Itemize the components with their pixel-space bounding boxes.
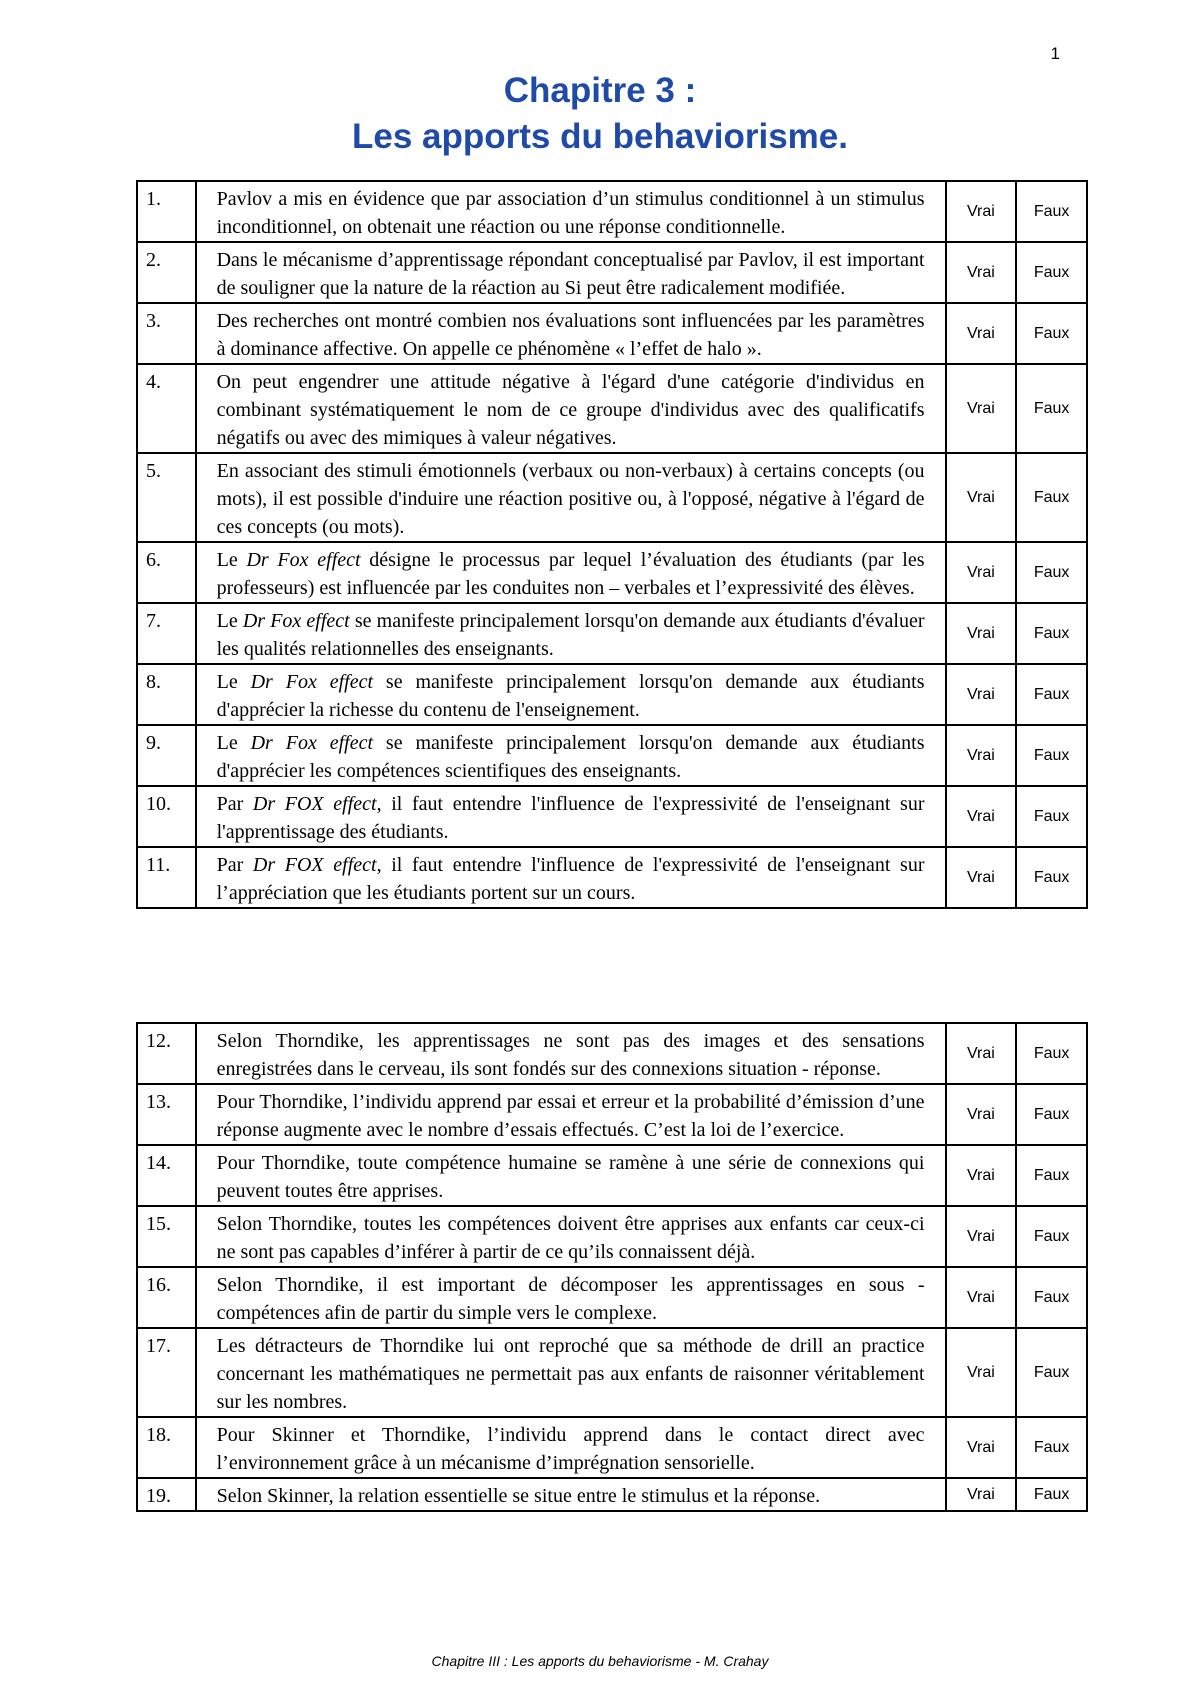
question-number: 12. [137,1023,196,1084]
question-row [137,542,1087,603]
question-row [137,603,1087,664]
statement-text: Pour Thorndike, l’individu apprend par essai et erreur et la probabilité d’émission d’une réponse augmente avec le nombre d’essais effectués. C’est la loi de l’exercice. [216,1091,925,1141]
statement-text: Selon Thorndike, les apprentissages ne sont pas des images et des sensations enregistrées dans le cerveau, ils sont fondés sur des connexions situation - réponse. [216,1030,925,1080]
answer-faux[interactable]: Faux [1016,1145,1087,1206]
statement-emphasis: Dr FOX effect [252,793,377,815]
statement-text: Le [216,610,243,632]
statement-emphasis: Dr Fox effect [250,732,374,754]
question-number: 14. [137,1145,196,1206]
statement-text: Par [216,793,253,815]
answer-vrai[interactable]: Vrai [946,181,1017,242]
answer-faux[interactable]: Faux [1016,1023,1087,1084]
question-number: 18. [137,1417,196,1478]
question-statement [196,181,946,242]
answer-vrai[interactable]: Vrai [946,1023,1017,1084]
question-row [137,181,1087,242]
question-number: 4. [137,364,196,453]
answer-vrai[interactable]: Vrai [946,1206,1017,1267]
question-row [137,1023,1087,1084]
question-number: 16. [137,1267,196,1328]
statement-text: Pour Skinner et Thorndike, l’individu apprend dans le contact direct avec l’environnement grâce à un mécanisme d’imprégnation sensorielle. [216,1424,925,1474]
answer-faux[interactable]: Faux [1016,1417,1087,1478]
statement-emphasis: Dr Fox effect [242,610,350,632]
answer-vrai[interactable]: Vrai [946,303,1017,364]
question-number: 13. [137,1084,196,1145]
statement-text: Le [216,732,251,754]
answer-faux[interactable]: Faux [1016,1478,1087,1511]
question-statement [196,1417,946,1478]
chapter-title-line-1: Chapitre 3 : [503,71,697,110]
answer-vrai[interactable]: Vrai [946,1478,1017,1511]
question-row [137,1417,1087,1478]
statement-text: se manifeste principalement lorsqu'on demande aux étudiants d'apprécier la richesse du contenu de l'enseignement. [216,671,925,721]
question-number: 10. [137,786,196,847]
statement-text: Par [216,854,253,876]
answer-vrai[interactable]: Vrai [946,364,1017,453]
page-number: 1 [1050,44,1060,63]
answer-vrai[interactable]: Vrai [946,542,1017,603]
statement-text: Pour Thorndike, toute compétence humaine se ramène à une série de connexions qui peuvent toutes être apprises. [216,1152,925,1202]
question-number: 11. [137,847,196,908]
question-row [137,847,1087,908]
chapter-title [0,68,1200,160]
question-statement [196,242,946,303]
question-row [137,364,1087,453]
statement-text: En associant des stimuli émotionnels (verbaux ou non-verbaux) à certains concepts (ou mots), il est possible d'induire une réaction positive ou, à l'opposé, négative à l'égard de ces concepts (ou mots). [216,460,925,538]
answer-faux[interactable]: Faux [1016,1206,1087,1267]
statement-text: , il faut entendre l'influence de l'expressivité de l'enseignant sur l'apprentissage des étudiants. [216,793,925,843]
answer-vrai[interactable]: Vrai [946,1417,1017,1478]
statement-text: Selon Skinner, la relation essentielle se situe entre le stimulus et la réponse. [216,1485,821,1507]
answer-vrai[interactable]: Vrai [946,1328,1017,1417]
answer-faux[interactable]: Faux [1016,453,1087,542]
question-row [137,453,1087,542]
statement-text: se manifeste principalement lorsqu'on demande aux étudiants d'évaluer les qualités relationnelles des enseignants. [216,610,925,660]
question-statement [196,664,946,725]
answer-faux[interactable]: Faux [1016,181,1087,242]
statement-text: désigne le processus par lequel l’évaluation des étudiants (par les professeurs) est influencée par les conduites non – verbales et l’expressivité des élèves. [216,549,925,599]
question-number: 19. [137,1478,196,1511]
answer-vrai[interactable]: Vrai [946,603,1017,664]
question-row [137,664,1087,725]
statement-text: On peut engendrer une attitude négative à l'égard d'une catégorie d'individus en combinant systématiquement le nom de ce groupe d'individus avec des qualificatifs négatifs ou avec des mimiques à valeur négatives. [216,371,925,449]
question-statement [196,453,946,542]
statement-emphasis: Dr Fox effect [250,671,374,693]
question-number: 15. [137,1206,196,1267]
question-row [137,1267,1087,1328]
statement-text: Selon Thorndike, toutes les compétences doivent être apprises aux enfants car ceux-ci ne sont pas capables d’inférer à partir de ce qu’ils connaissent déjà. [216,1213,925,1263]
answer-vrai[interactable]: Vrai [946,725,1017,786]
question-statement [196,364,946,453]
question-statement [196,542,946,603]
question-table-1 [136,180,1088,909]
answer-faux[interactable]: Faux [1016,303,1087,364]
answer-faux[interactable]: Faux [1016,847,1087,908]
question-number: 5. [137,453,196,542]
question-number: 6. [137,542,196,603]
answer-faux[interactable]: Faux [1016,603,1087,664]
question-number: 2. [137,242,196,303]
question-row [137,725,1087,786]
statement-emphasis: Dr FOX effect [252,854,377,876]
answer-vrai[interactable]: Vrai [946,453,1017,542]
chapter-title-line-2: Les apports du behaviorisme. [352,117,848,156]
statement-text: Selon Thorndike, il est important de décomposer les apprentissages en sous - compétences afin de partir du simple vers le complexe. [216,1274,925,1324]
answer-vrai[interactable]: Vrai [946,242,1017,303]
question-row [137,242,1087,303]
question-statement [196,847,946,908]
question-table-2 [136,1022,1088,1512]
question-number: 7. [137,603,196,664]
question-number: 1. [137,181,196,242]
question-row [137,1206,1087,1267]
answer-vrai[interactable]: Vrai [946,847,1017,908]
question-statement [196,303,946,364]
statement-emphasis: Dr Fox effect [246,549,361,571]
question-statement [196,1478,946,1511]
answer-faux[interactable]: Faux [1016,725,1087,786]
statement-text: Le [216,671,251,693]
question-number: 9. [137,725,196,786]
statement-text: Dans le mécanisme d’apprentissage répondant conceptualisé par Pavlov, il est important de souligner que la nature de la réaction au Si peut être radicalement modifiée. [216,249,925,299]
answer-vrai[interactable]: Vrai [946,1084,1017,1145]
question-statement [196,725,946,786]
answer-faux[interactable]: Faux [1016,364,1087,453]
answer-faux[interactable]: Faux [1016,786,1087,847]
question-statement [196,1145,946,1206]
question-row [137,786,1087,847]
question-row [137,303,1087,364]
question-statement [196,603,946,664]
answer-vrai[interactable]: Vrai [946,664,1017,725]
statement-text: Le [216,549,247,571]
question-number: 3. [137,303,196,364]
question-row [137,1145,1087,1206]
statement-text: Des recherches ont montré combien nos évaluations sont influencées par les paramètres à dominance affective. On appelle ce phénomène « l’effet de halo ». [216,310,925,360]
statement-text: Les détracteurs de Thorndike lui ont reproché que sa méthode de drill an practice concernant les mathématiques ne permettait pas aux enfants de raisonner véritablement sur les nombres. [216,1335,925,1413]
answer-vrai[interactable]: Vrai [946,786,1017,847]
answer-faux[interactable]: Faux [1016,1267,1087,1328]
question-statement [196,1206,946,1267]
answer-faux[interactable]: Faux [1016,1328,1087,1417]
question-statement [196,1267,946,1328]
answer-faux[interactable]: Faux [1016,1084,1087,1145]
question-row [137,1328,1087,1417]
question-statement [196,1328,946,1417]
page-footer: Chapitre III : Les apports du behaviorisme - M. Crahay [431,1653,769,1669]
statement-text: Pavlov a mis en évidence que par association d’un stimulus conditionnel à un stimulus inconditionnel, on obtenait une réaction ou une réponse conditionnelle. [216,188,925,238]
question-statement [196,786,946,847]
question-statement [196,1084,946,1145]
question-row [137,1478,1087,1511]
answer-faux[interactable]: Faux [1016,542,1087,603]
answer-faux[interactable]: Faux [1016,664,1087,725]
question-row [137,1084,1087,1145]
answer-vrai[interactable]: Vrai [946,1267,1017,1328]
statement-text: , il faut entendre l'influence de l'expressivité de l'enseignant sur l’appréciation que les étudiants portent sur un cours. [216,854,925,904]
question-number: 17. [137,1328,196,1417]
answer-vrai[interactable]: Vrai [946,1145,1017,1206]
answer-faux[interactable]: Faux [1016,242,1087,303]
question-number: 8. [137,664,196,725]
question-statement [196,1023,946,1084]
statement-text: se manifeste principalement lorsqu'on demande aux étudiants d'apprécier les compétences scientifiques des enseignants. [216,732,925,782]
